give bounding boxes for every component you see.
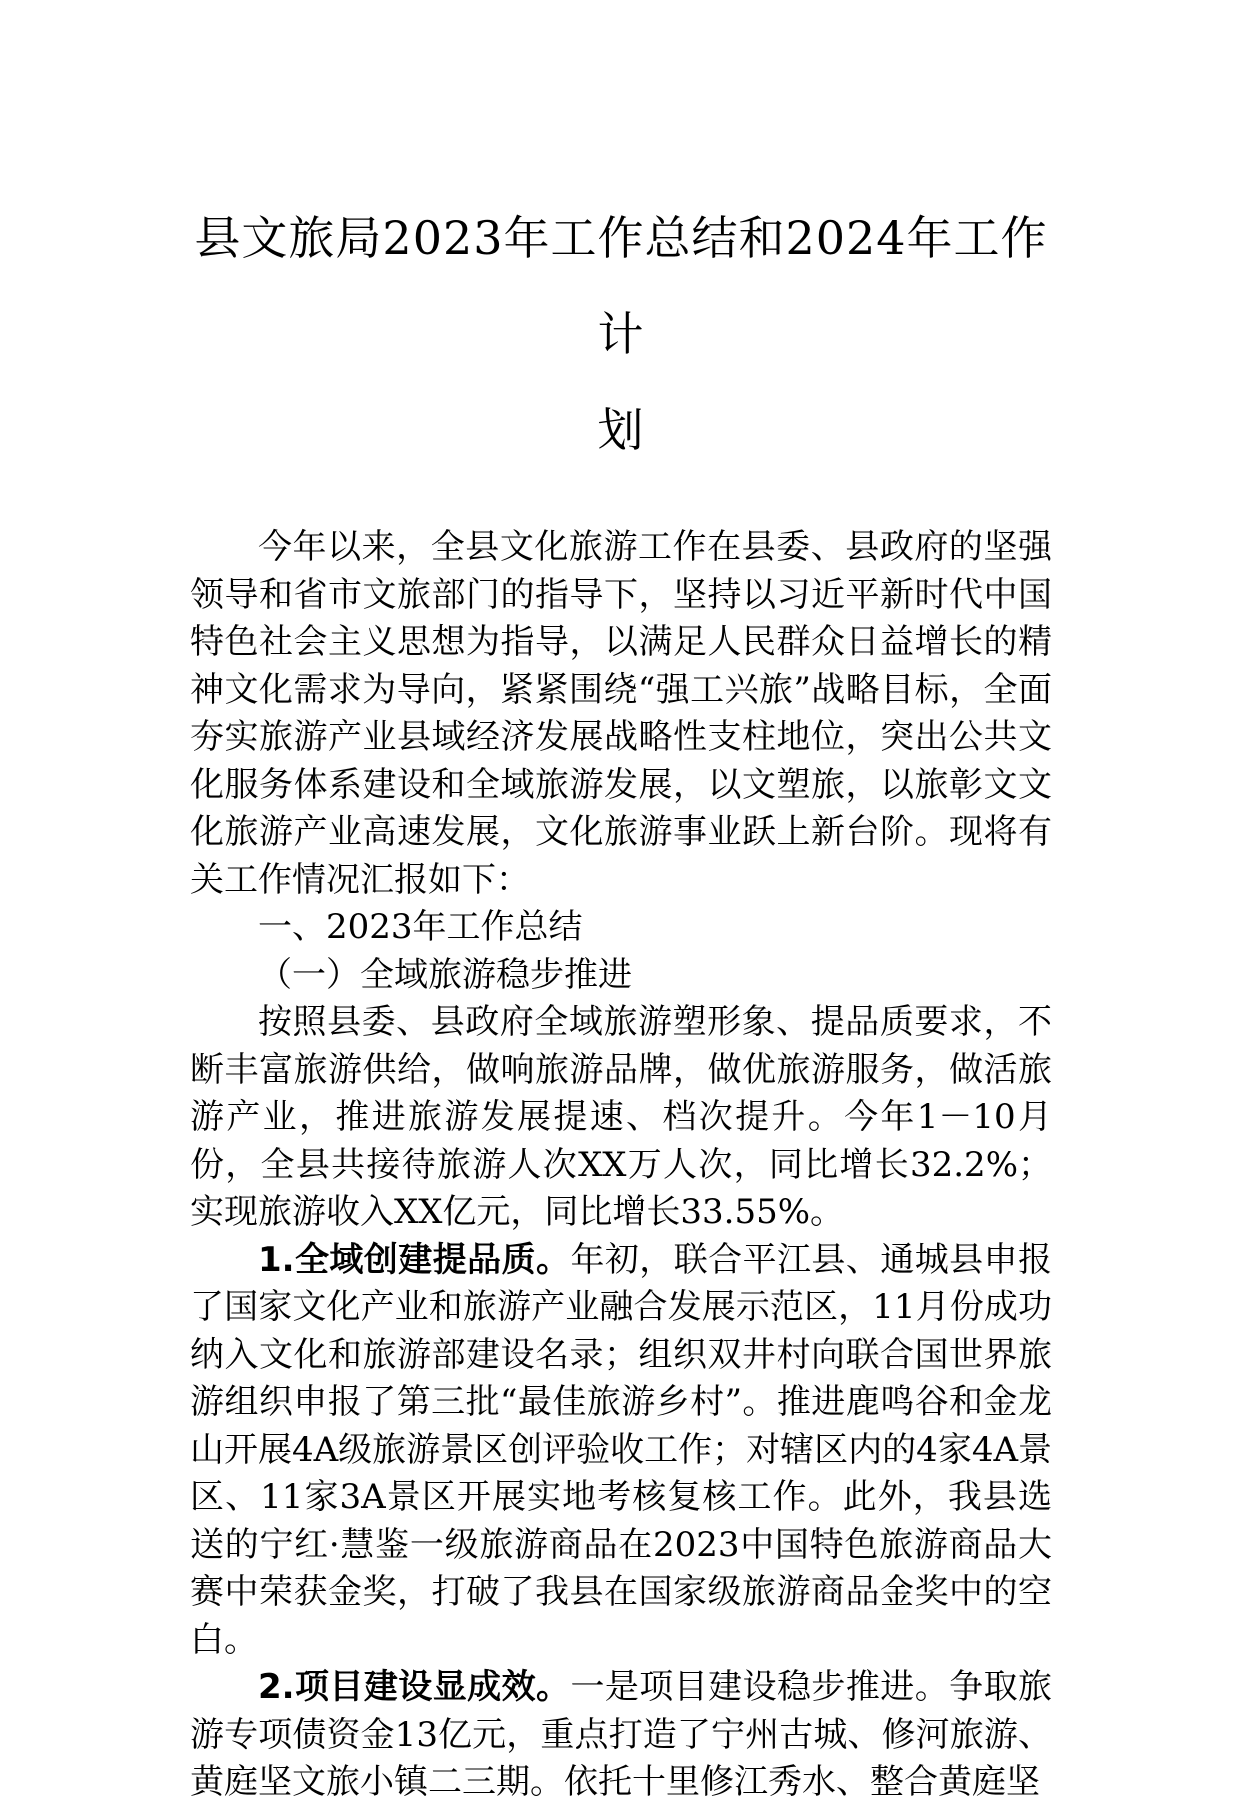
intro-paragraph: 今年以来，全县文化旅游工作在县委、县政府的坚强领导和省市文旅部门的指导下，坚持以习近平新时代中国特色社会主义思想为指导，以满足人民群众日益增长的精神文化需求为导向，紧紧围绕“强工兴旅”战略目标，全面夯实旅游产业县域经济发展战略性支柱地位，突出公共文化服务体系建设和全域旅游发展，以文塑旅，以旅彰文文化旅游产业高速发展，文化旅游事业跃上新台阶。现将有关工作情况汇报如下： (190, 527, 1052, 900)
document-body (190, 524, 1052, 1807)
title-line-1: 县文旅局2023年工作总结和2024年工作计 (194, 211, 1048, 361)
document-title (190, 190, 1052, 478)
title-line-2: 划 (597, 403, 645, 457)
item-2-lead: 2.项目建设显成效。 (258, 1667, 571, 1707)
document-page (190, 190, 1052, 1807)
item-1-lead: 1.全域创建提品质。 (258, 1239, 571, 1280)
item-1-text: 年初，联合平江县、通城县申报了国家文化产业和旅游产业融合发展示范区，11月份成功纳入文化和旅游部建设名录；组织双井村向联合国世界旅游组织申报了第三批“最佳旅游乡村”。推进鹿鸣谷和金龙山开展4A级旅游景区创评验收工作；对辖区内的4家4A景区、11家3A景区开展实地考核复核工作。此外，我县选送的宁红·慧鉴一级旅游商品在2023中国特色旅游商品大赛中荣获金奖，打破了我县在国家级旅游商品金奖中的空白。 (190, 1239, 1053, 1660)
subsection-heading: （一）全域旅游稳步推进 (258, 954, 632, 995)
item-2-text: 一是项目建设稳步推进。争取旅游专项债资金13亿元，重点打造了宁州古城、修河旅游、黄庭坚文旅小镇二三期。依托十里修江秀水、整合黄庭坚 (190, 1667, 1053, 1802)
section-heading: 一、2023年工作总结 (258, 907, 583, 947)
item-1-paragraph (190, 1237, 1052, 1665)
item-2-paragraph (190, 1664, 1052, 1807)
summary-paragraph: 按照县委、县政府全域旅游塑形象、提品质要求，不断丰富旅游供给，做响旅游品牌，做优旅游服务，做活旅游产业，推进旅游发展提速、档次提升。今年1－10月份，全县共接待旅游人次XX万人次，同比增长32.2%；实现旅游收入XX亿元，同比增长33.55%。 (190, 1002, 1052, 1232)
